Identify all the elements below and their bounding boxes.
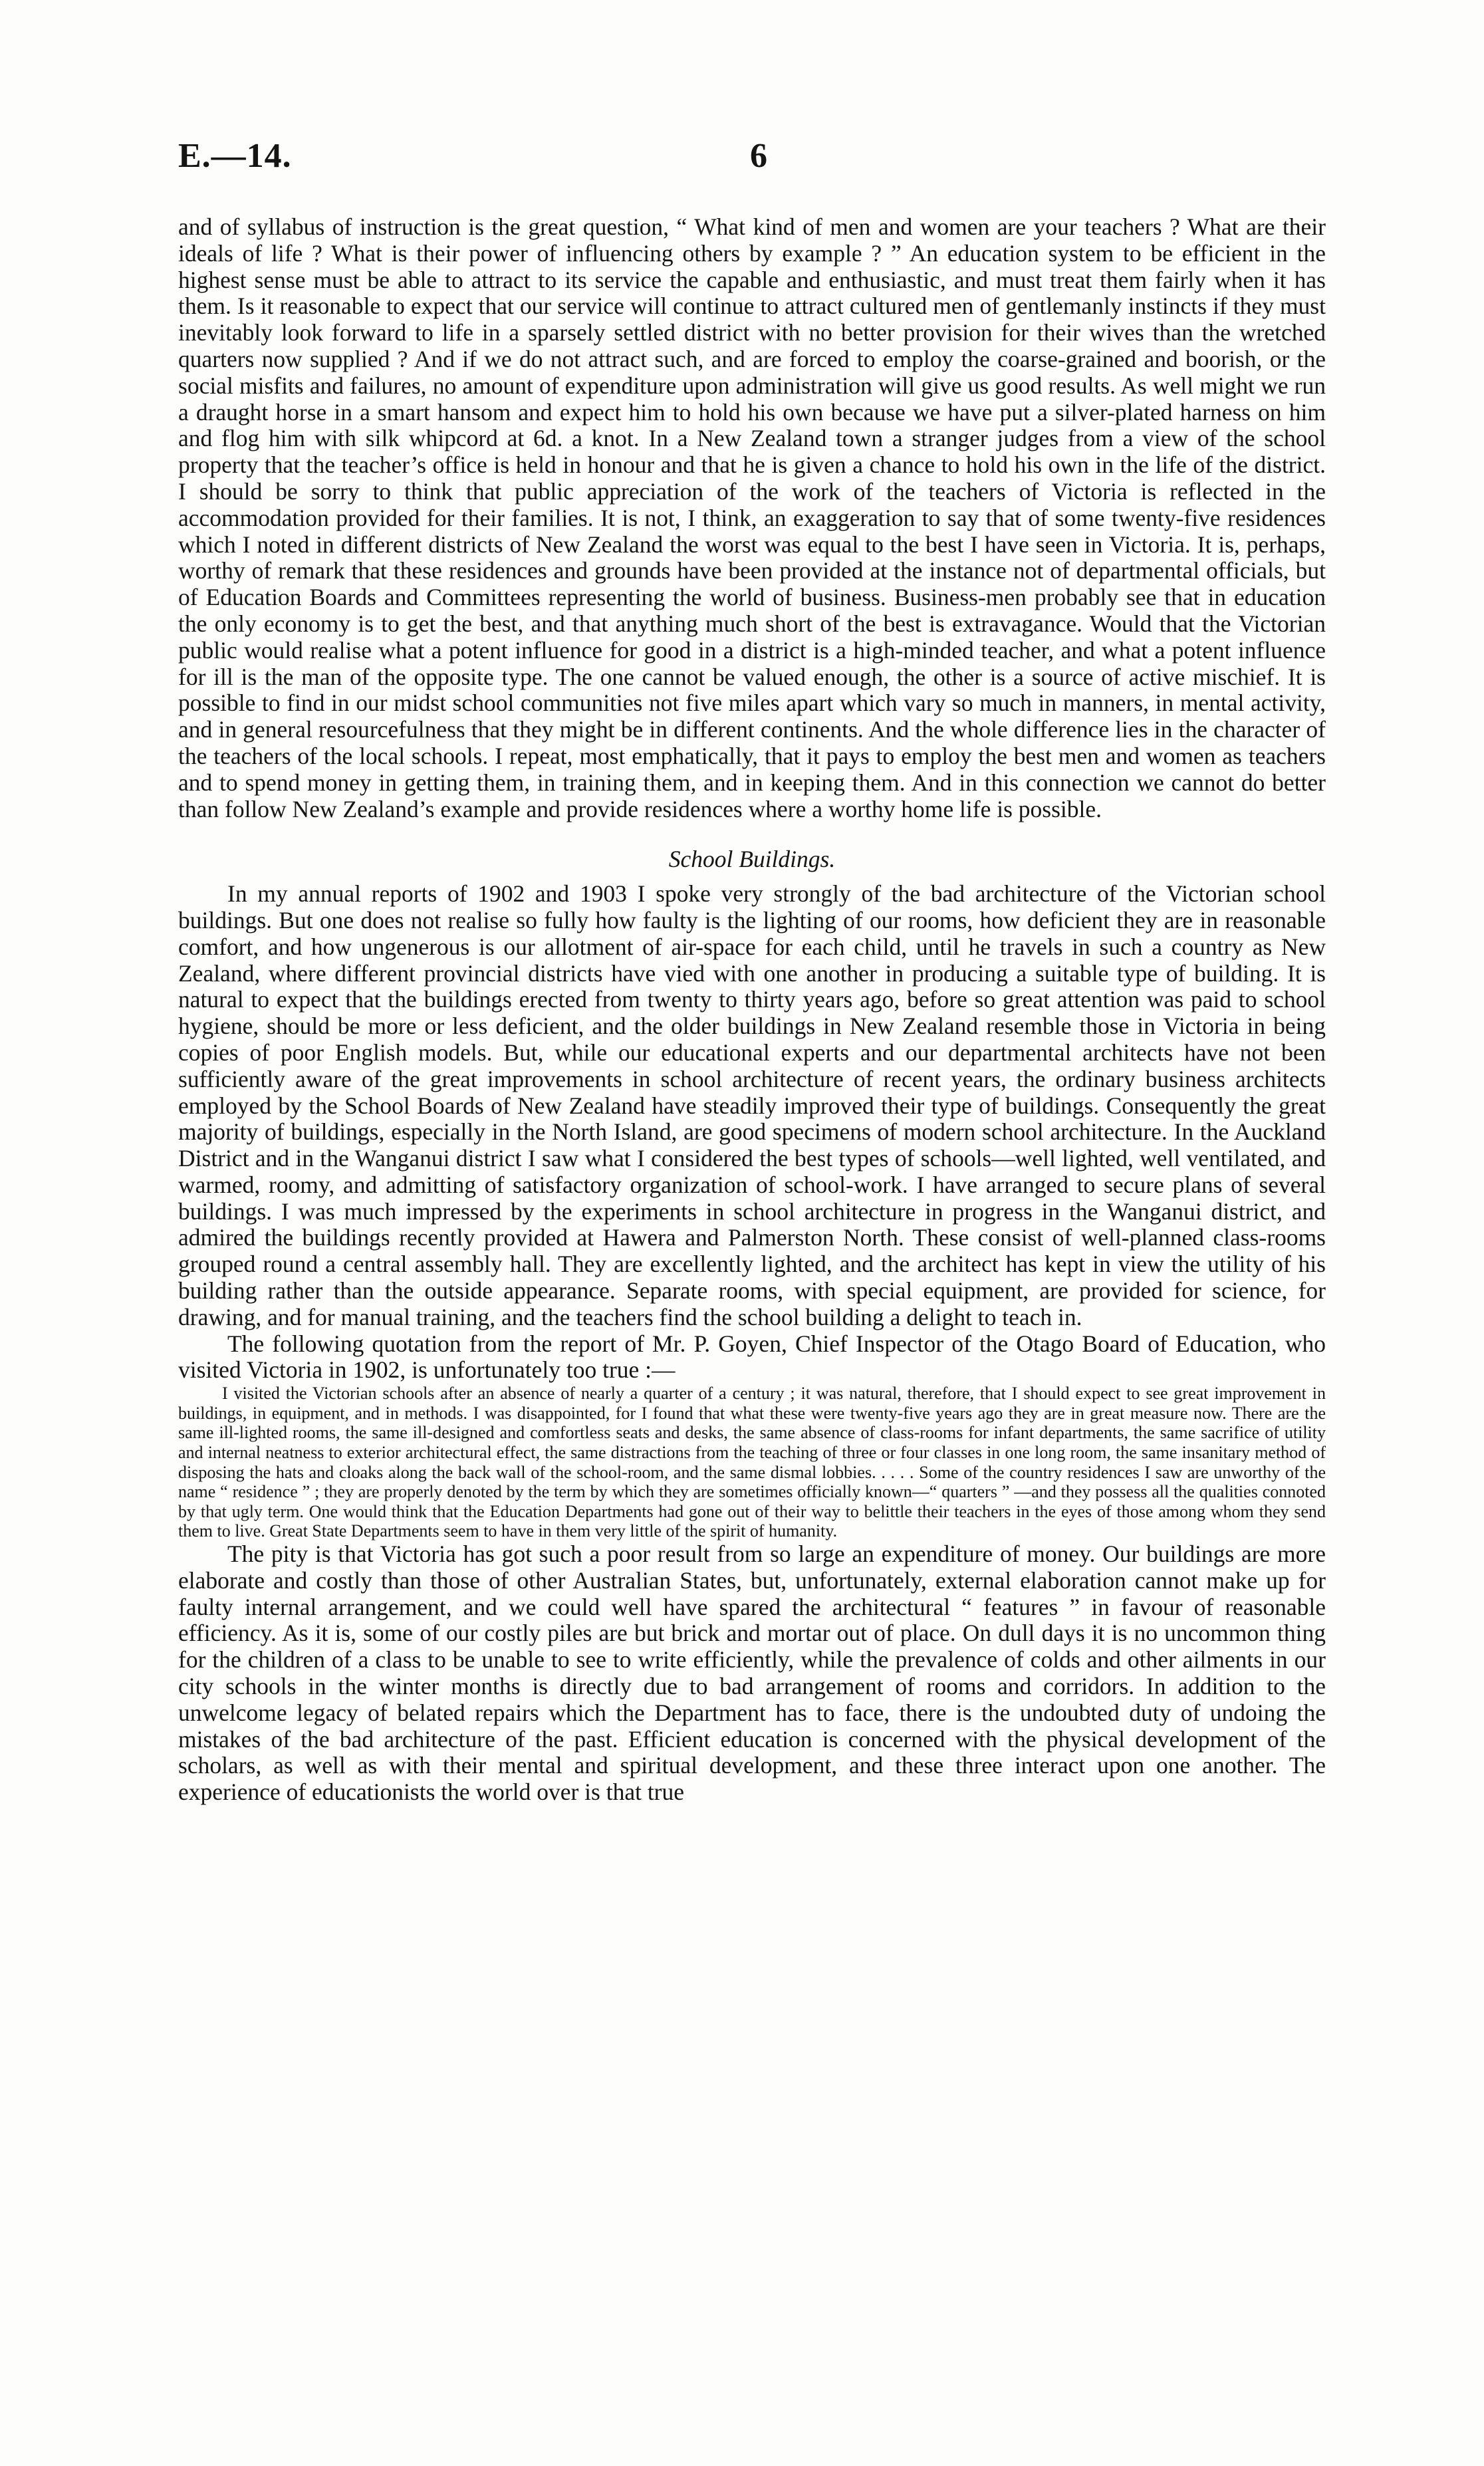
paragraph-poor-result: The pity is that Victoria has got such a poor result from so large an expenditure of money. Our buildings are more elaborate and costly than those of other Australian States, but, unfortunately, external elaboration cannot make up for faulty internal arrangement, and we could well have spared the architectural “ features ” in favour of reasonable efficiency. As it is, some of our costly piles are but brick and mortar out of place. On dull days it is no uncommon thing for the children of a class to be unable to see to write efficiently, while the prevalence of colds and other ailments in our city schools in the winter months is directly due to bad arrangement of rooms and corridors. In addition to the unwelcome legacy of belated repairs which the Department has to face, there is the undoubted duty of undoing the mistakes of the bad architecture of the past. Efficient education is concerned with the physical development of the scholars, as well as with their mental and spiritual development, and these three interact upon one another. The experience of educationists the world over is that true (178, 1541, 1326, 1806)
document-body (178, 214, 1326, 1806)
block-quotation: I visited the Victorian schools after an absence of nearly a quarter of a century ; it was natural, therefore, that I should expect to see great improvement in buildings, in equipment, and in methods. I was disappointed, for I found that what these were twenty-five years ago they are in great measure now. There are the same ill-lighted rooms, the same ill-designed and comfortless seats and desks, the same absence of class-rooms for infant departments, the same sacrifice of utility and internal neatness to exterior architectural effect, the same distractions from the teaching of three or four classes in one long room, the same insanitary method of disposing the hats and cloaks along the back wall of the school-room, and the same dismal lobbies. . . . . Some of the country residences I saw are unworthy of the name “ residence ” ; they are properly denoted by the term by which they are sometimes officially known—“ quarters ” —and they possess all the qualities connoted by that ugly term. One would think that the Education Departments had gone out of their way to belittle their teachers in the eyes of those among whom they send them to live. Great State Departments seem to have in them very little of the spirit of humanity. (178, 1384, 1326, 1541)
paragraph-school-buildings: In my annual reports of 1902 and 1903 I spoke very strongly of the bad architecture of the Victorian school buildings. But one does not realise so fully how faulty is the lighting of our rooms, how deficient they are in reasonable comfort, and how ungenerous is our allotment of air-space for each child, until he travels in such a country as New Zealand, where different provincial districts have vied with one another in producing a suitable type of building. It is natural to expect that the buildings erected from twenty to thirty years ago, before so great attention was paid to school hygiene, should be more or less deficient, and the older buildings in New Zealand resemble those in Victoria in being copies of poor English models. But, while our educational experts and our departmental architects have not been sufficiently aware of the great improvements in school architecture of recent years, the ordinary business architects employed by the School Boards of New Zealand have steadily improved their type of buildings. Consequently the great majority of buildings, especially in the North Island, are good specimens of modern school architecture. In the Auckland District and in the Wanganui district I saw what I considered the best types of schools—well lighted, well ventilated, and warmed, roomy, and admitting of satisfactory organization of school-work. I have arranged to secure plans of several buildings. I was much impressed by the experiments in school architecture in progress in the Wanganui district, and admired the buildings recently provided at Hawera and Palmerston North. These consist of well-planned class-rooms grouped round a central assembly hall. They are excellently lighted, and the architect has kept in view the utility of his building rather than the outside appearance. Separate rooms, with special equipment, are provided for science, for drawing, and for manual training, and the teachers find the school building a delight to teach in. (178, 880, 1326, 1330)
page-number: 6 (750, 137, 767, 175)
paragraph-quotation-intro: The following quotation from the report of Mr. P. Goyen, Chief Inspector of the Otago Board of Education, who visited Victoria in 1902, is unfortunately too true :— (178, 1330, 1326, 1384)
paragraph-teachers-residences: and of syllabus of instruction is the great question, “ What kind of men and women are your teachers ? What are their ideals of life ? What is their power of influencing others by example ? ” An education system to be efficient in the highest sense must be able to attract to its service the capable and enthusiastic, and must treat them fairly when it has them. Is it reasonable to expect that our service will continue to attract cultured men of gentlemanly instincts if they must inevitably look forward to life in a sparsely settled district with no better provision for their wives than the wretched quarters now supplied ? And if we do not attract such, and are forced to employ the coarse-grained and boorish, or the social misfits and failures, no amount of expenditure upon administration will give us good results. As well might we run a draught horse in a smart hansom and expect him to hold his own because we have put a silver-plated harness on him and flog him with silk whipcord at 6d. a knot. In a New Zealand town a stranger judges from a view of the school property that the teacher’s office is held in honour and that he is given a chance to hold his own in the life of the district. I should be sorry to think that public appreciation of the work of the teachers of Victoria is reflected in the accommodation provided for their families. It is not, I think, an exaggeration to say that of some twenty-five residences which I noted in different districts of New Zealand the worst was equal to the best I have seen in Victoria. It is, perhaps, worthy of remark that these residences and grounds have been provided at the instance not of departmental officials, but of Education Boards and Committees representing the world of business. Business-men probably see that in education the only economy is to get the best, and that anything much short of the best is extravagance. Would that the Victorian public would realise what a potent influence for good in a district is a high-minded teacher, and what a potent influence for ill is the man of the opposite type. The one cannot be valued enough, the other is a source of active mischief. It is possible to find in our midst school communities not five miles apart which vary so much in manners, in mental activity, and in general resourcefulness that they might be in different continents. And the whole difference lies in the character of the teachers of the local schools. I repeat, most emphatically, that it pays to employ the best men and women as teachers and to spend money in getting them, in training them, and in keeping them. And in this connection we cannot do better than follow New Zealand’s example and provide residences where a worthy home life is possible. (178, 213, 1326, 822)
document-reference: E.—14. (178, 137, 292, 175)
section-heading: School Buildings. (668, 846, 836, 873)
page-header (178, 136, 1326, 196)
